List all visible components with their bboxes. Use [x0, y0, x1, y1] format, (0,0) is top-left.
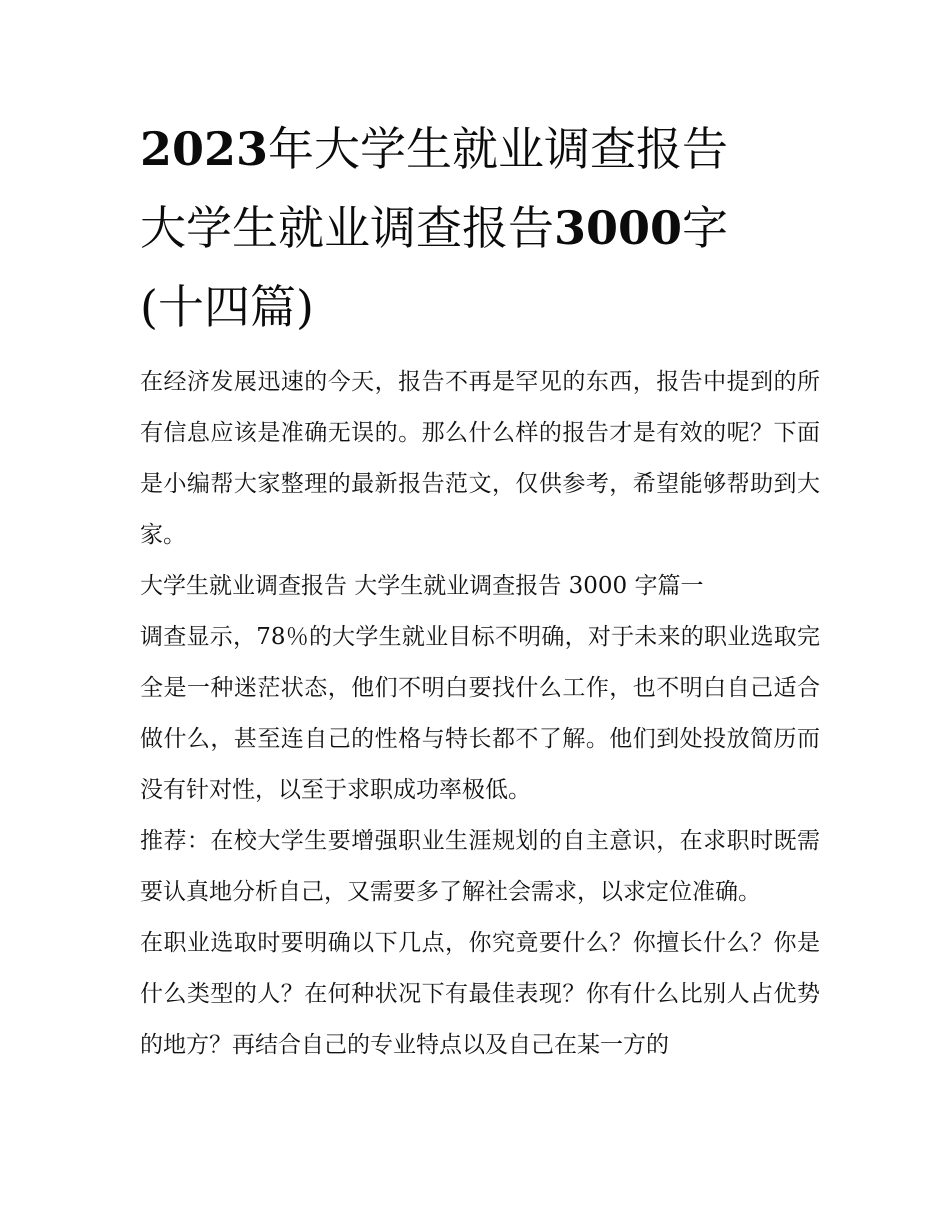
title-line-1	[140, 110, 820, 189]
document-title	[140, 110, 820, 347]
section-heading: 大学生就业调查报告 大学生就业调查报告 3000 字篇一	[140, 573, 704, 599]
title-line-1-text: 年大学生就业调查报告	[268, 122, 729, 176]
title-line-3: (十四篇)	[140, 280, 314, 334]
title-line-2-suffix: 字	[682, 201, 729, 255]
body-paragraph: 调查显示，78％的大学生就业目标不明确，对于未来的职业选取完全是一种迷茫状态，他们不明白要找什么工作，也不明白自己适合做什么，甚至连自己的性格与特长都不了解。他们到处投放简历而没有针对性，以至于求职成功率极低。	[140, 624, 820, 803]
body-paragraph: 在职业选取时要明确以下几点，你究竟要什么？你擅长什么？你是什么类型的人？在何种状况下有最佳表现？你有什么比别人占优势的地方？再结合自己的专业特点以及自己在某一方的	[140, 930, 820, 1058]
title-word-count: 3000	[554, 201, 683, 255]
title-year: 2023	[140, 122, 269, 176]
intro-paragraph: 在经济发展迅速的今天，报告不再是罕见的东西，报告中提到的所有信息应该是准确无误的。那么什么样的报告才是有效的呢？下面是小编帮大家整理的最新报告范文，仅供参考，希望能够帮助到大家。	[140, 369, 820, 548]
title-line-2-text: 大学生就业调查报告	[140, 201, 554, 255]
document-body	[140, 357, 820, 1071]
document-content	[140, 110, 820, 1071]
title-line-2	[140, 189, 820, 268]
recommendation-paragraph: 推荐：在校大学生要增强职业生涯规划的自主意识，在求职时既需要认真地分析自己，又需要多了解社会需求，以求定位准确。	[140, 828, 820, 905]
